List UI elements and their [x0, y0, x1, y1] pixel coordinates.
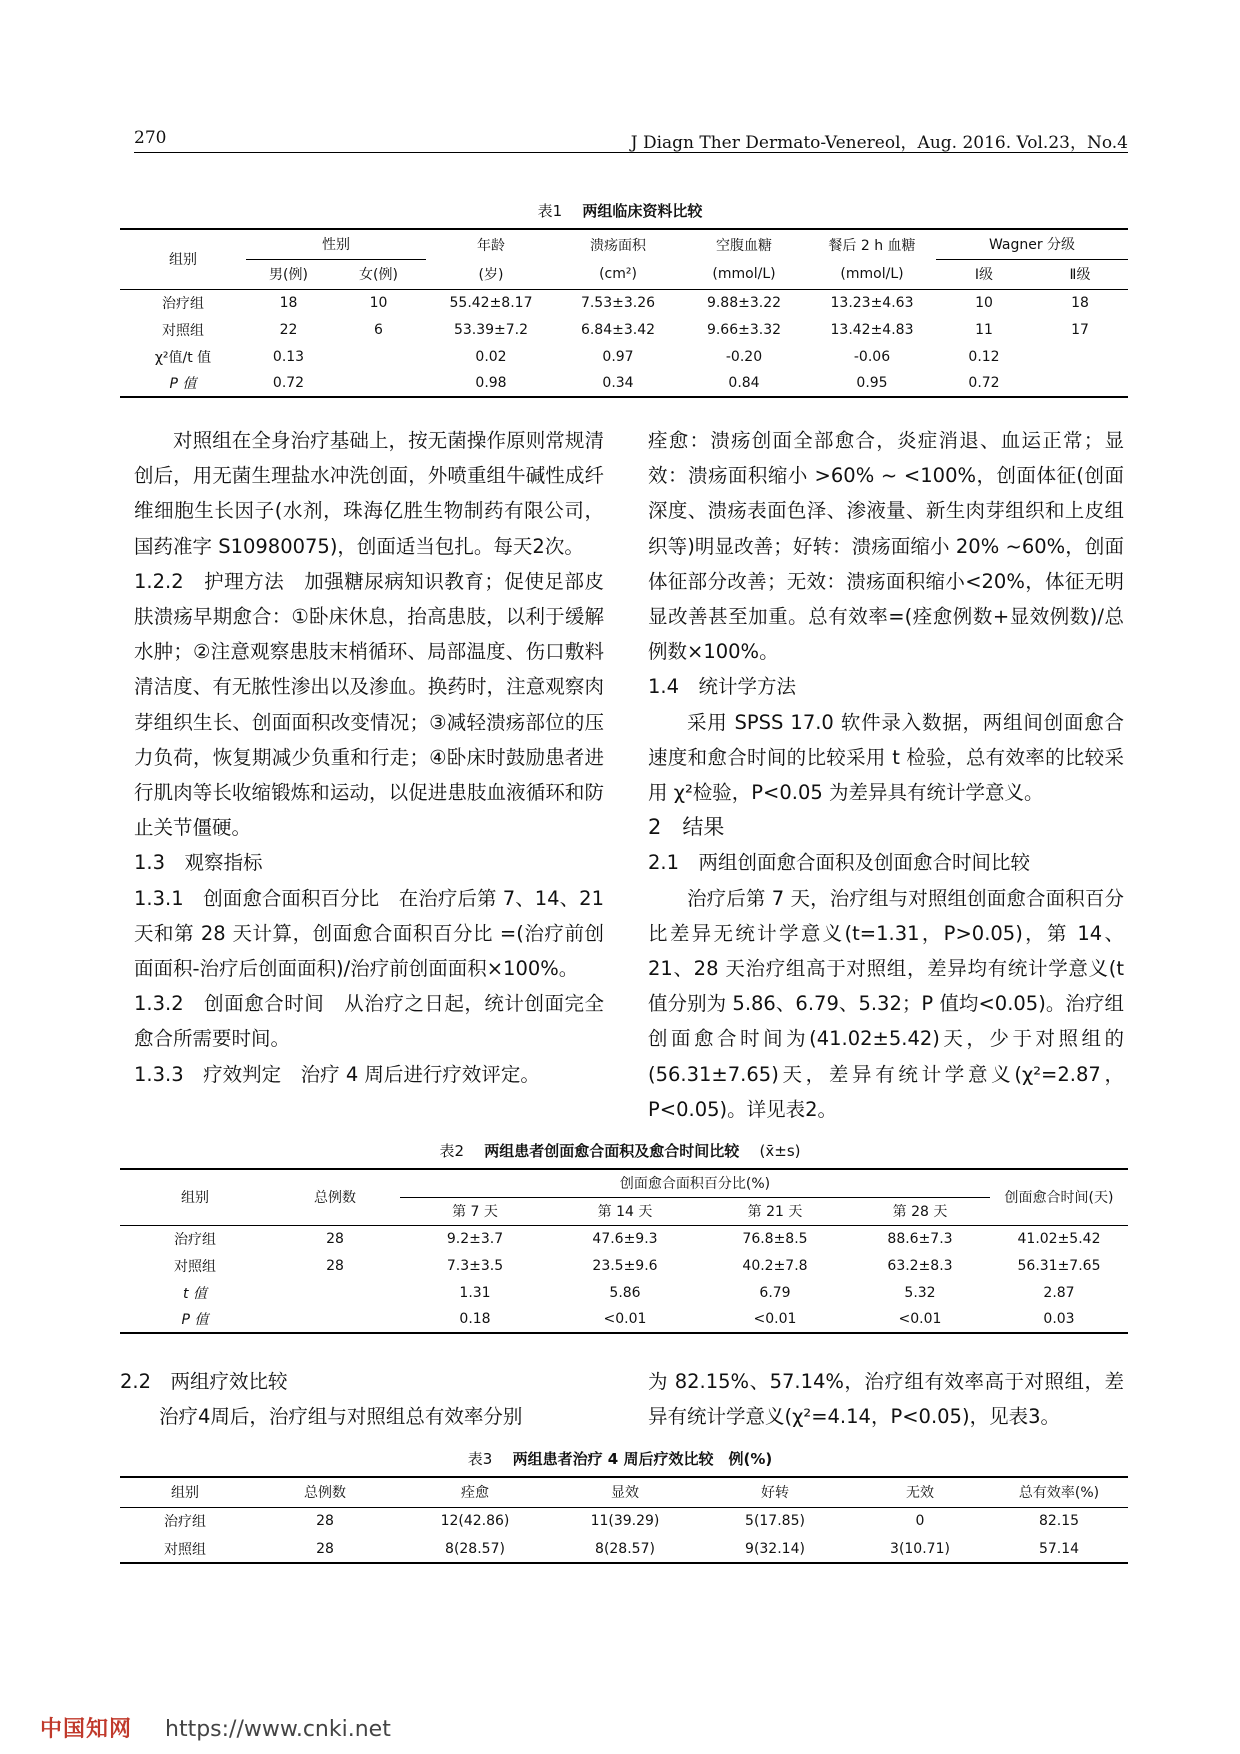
t2-cell: 40.2±7.8	[742, 1257, 808, 1274]
table-row	[120, 1279, 1128, 1306]
paragraph: 对照组在全身治疗基础上，按无菌操作原则常规清创后，用无菌生理盐水冲洗创面，外喷重组牛碱性成纤维细胞生长因子(水剂，珠海亿胜生物制药有限公司，国药准字 S10980075)，创面适当包扎。每天2次。	[134, 429, 604, 558]
t2-cell: 治疗组	[174, 1231, 216, 1248]
t3-cell: 治疗组	[164, 1514, 206, 1531]
t1-cell: 6	[374, 321, 383, 338]
t3-cell: 28	[316, 1540, 334, 1557]
t3-cell: 82.15	[1038, 1513, 1080, 1530]
header-rule	[134, 152, 1128, 153]
t1-h-group: 组别	[120, 229, 246, 289]
t2-cell: 47.6±9.3	[592, 1230, 658, 1247]
t3-cell: 12(42.86)	[440, 1513, 510, 1530]
section-heading: 2.2 两组疗效比较	[120, 1370, 288, 1393]
t2-cell: 6.79	[759, 1284, 791, 1301]
t2-h-pct: 创面愈合面积百分比(%)	[400, 1169, 990, 1197]
t3-h-cell: 总例数	[304, 1485, 346, 1502]
t1-h-male: 男(例)	[269, 267, 308, 283]
table-row	[120, 343, 1128, 370]
t1-h-age-unit: (岁)	[478, 266, 504, 283]
t2-cell: 0.18	[459, 1311, 491, 1327]
t2-cell: 56.31±7.65	[1017, 1257, 1101, 1274]
t2-cell: 对照组	[174, 1258, 216, 1275]
t2-cell: 5.86	[609, 1284, 641, 1301]
t2-cell: 23.5±9.6	[592, 1257, 658, 1274]
t1-cell: 0.02	[475, 348, 507, 365]
t1-cell: 22	[279, 321, 298, 338]
t1-h-fbg-unit: (mmol/L)	[712, 265, 776, 282]
page-number: 270	[134, 128, 167, 148]
table3	[120, 1476, 1128, 1564]
t1-cell: 17	[1071, 321, 1089, 338]
t1-h-female: 女(例)	[359, 267, 398, 283]
t1-h-pbg-unit: (mmol/L)	[840, 265, 904, 282]
table3-title: 两组患者治疗 4 周后疗效比较 例(%)	[512, 1450, 773, 1468]
t2-cell: 28	[326, 1230, 344, 1247]
t1-cell: 6.84±3.42	[580, 321, 656, 338]
t1-h-fbg: 空腹血糖	[716, 237, 772, 254]
t1-cell: 对照组	[162, 322, 204, 339]
section-heading: 2.1 两组创面愈合面积及创面愈合时间比较	[648, 851, 1031, 875]
t1-cell: χ²值/t 值	[154, 349, 212, 366]
table1-label: 表1	[537, 202, 563, 220]
right-column	[648, 423, 1124, 1127]
t3-cell: 3(10.71)	[890, 1540, 950, 1557]
t2-cell: 0.03	[1043, 1311, 1075, 1327]
t2-cell: <0.01	[753, 1311, 797, 1327]
source-url[interactable]: https://www.cnki.net	[165, 1717, 391, 1742]
t1-cell: 0.13	[272, 348, 305, 365]
t3-cell: 对照组	[164, 1541, 206, 1558]
t1-h-area-unit: (cm²)	[599, 265, 637, 282]
t1-cell: 0.72	[272, 375, 305, 391]
section22-right	[648, 1364, 1124, 1434]
table2-caption	[0, 1140, 1240, 1161]
t1-h-grade2: Ⅱ级	[1069, 267, 1091, 283]
paragraph: 痊愈：溃疡创面全部愈合，炎症消退、血运正常；显效：溃疡面积缩小 >60% ~ <100%，创面体征(创面深度、溃疡表面色泽、渗液量、新生肉芽组织和上皮组织等)明显改善；好转：溃疡面缩小 20% ~60%，创面体征部分改善；无效：溃疡面积缩小<20%，体征无明显改善甚至加重。总有效率=(痊愈例数+显效例数)/总例数×100%。	[648, 429, 1124, 664]
t2-cell: 2.87	[1043, 1284, 1075, 1301]
cnki-logo: 中国知网	[40, 1717, 133, 1742]
t1-cell: -0.20	[725, 348, 763, 365]
t2-h-total: 总例数	[270, 1169, 400, 1225]
paragraph: 为 82.15%、57.14%，治疗组有效率高于对照组，差异有统计学意义(χ²=4.14，P<0.05)，见表3。	[648, 1370, 1124, 1429]
t2-h-group: 组别	[120, 1169, 270, 1225]
t2-cell: P 值	[181, 1312, 209, 1328]
t3-h-cell: 痊愈	[461, 1485, 489, 1502]
table2	[120, 1168, 1128, 1334]
t1-cell: 18	[1071, 294, 1089, 311]
t2-cell	[270, 1306, 400, 1333]
t1-cell: 55.42±8.17	[449, 294, 533, 311]
t1-cell: 13.42±4.83	[830, 321, 914, 338]
table3-label: 表3	[467, 1450, 493, 1468]
left-column	[134, 423, 604, 1092]
t1-cell: 13.23±4.63	[830, 294, 914, 311]
t1-cell: 0.84	[728, 375, 760, 391]
t1-cell: 9.88±3.22	[706, 294, 782, 311]
table2-unit: (x̄±s)	[759, 1142, 801, 1160]
t1-h-gender: 性别	[246, 229, 426, 259]
t1-cell: 10	[369, 294, 388, 311]
paragraph: 采用 SPSS 17.0 软件录入数据，两组间创面愈合速度和愈合时间的比较采用 t 检验，总有效率的比较采用 χ²检验，P<0.05 为差异具有统计学意义。	[648, 710, 1124, 805]
table-row	[120, 1225, 1128, 1252]
section-heading: 2 结果	[648, 815, 725, 840]
t3-h-cell: 总有效率(%)	[1018, 1485, 1100, 1502]
t3-cell: 8(28.57)	[445, 1540, 505, 1557]
t1-cell: P 值	[169, 376, 197, 392]
paragraph: 治疗后第 7 天，治疗组与对照组创面愈合面积百分比差异无统计学意义(t=1.31，P>0.05)，第 14、21、28 天治疗组高于对照组，差异均有统计学意义(t 值分别为 5.86、6.79、5.32；P 值均<0.05)。治疗组创面愈合时间为(41.02±5.42)天，少于对照组的(56.31±7.65)天，差异有统计学意义(χ²=2.87，P<0.05)。详见表2。	[648, 886, 1124, 1121]
t2-cell: t 值	[183, 1285, 207, 1302]
table2-label: 表2	[439, 1142, 465, 1160]
t2-cell: 41.02±5.42	[1017, 1230, 1101, 1247]
table1-caption	[0, 200, 1240, 221]
t2-cell: 7.3±3.5	[446, 1257, 504, 1274]
journal-citation: J Diagn Ther Dermato-Venereol，Aug. 2016. Vol.23，No.4	[630, 133, 1128, 153]
t1-cell	[331, 370, 426, 397]
t2-h-d28: 第 28 天	[892, 1204, 948, 1220]
t3-h-cell: 无效	[906, 1485, 934, 1502]
t1-cell: 53.39±7.2	[453, 321, 529, 338]
paragraph: 1.3.2 创面愈合时间 从治疗之日起，统计创面完全愈合所需要时间。	[134, 992, 604, 1051]
table-row	[120, 1306, 1128, 1333]
table-row	[120, 316, 1128, 343]
t2-cell: <0.01	[898, 1311, 942, 1327]
t2-cell: 63.2±8.3	[887, 1257, 953, 1274]
t1-cell: 0.72	[968, 375, 1000, 391]
t2-h-d21: 第 21 天	[747, 1204, 803, 1220]
table-row	[120, 1507, 1128, 1535]
section-heading: 1.4 统计学方法	[648, 675, 797, 699]
t3-h-cell: 好转	[761, 1485, 789, 1502]
t1-h-pbg: 餐后 2 h 血糖	[828, 237, 916, 254]
paragraph: 1.3.1 创面愈合面积百分比 在治疗后第 7、14、21 天和第 28 天计算，创面愈合面积百分比 =(治疗前创面面积-治疗后创面面积)/治疗前创面面积×100%。	[134, 886, 604, 981]
t1-h-grade1: Ⅰ级	[974, 267, 994, 283]
t3-cell: 11(39.29)	[590, 1513, 660, 1530]
t1-cell: 0.95	[856, 375, 888, 391]
t2-cell: 1.31	[459, 1284, 491, 1301]
t1-cell: 治疗组	[162, 295, 204, 312]
t2-cell: <0.01	[603, 1311, 647, 1327]
t2-h-time: 创面愈合时间(天)	[990, 1169, 1128, 1225]
t1-cell: 0.12	[968, 348, 1000, 365]
t3-cell: 5(17.85)	[745, 1513, 805, 1530]
t3-cell: 28	[316, 1513, 334, 1530]
t1-cell: 0.34	[602, 375, 634, 391]
table1	[120, 228, 1128, 398]
footer-watermark	[40, 1712, 391, 1743]
t1-cell: 0.98	[475, 375, 507, 391]
t1-h-wagner: Wagner 分级	[936, 229, 1128, 259]
table3-caption	[0, 1448, 1240, 1469]
table-row	[120, 370, 1128, 397]
t2-h-d14: 第 14 天	[597, 1204, 653, 1220]
t2-cell: 28	[326, 1257, 344, 1274]
t1-cell: 18	[279, 294, 298, 311]
t1-h-age: 年龄	[477, 237, 505, 254]
t3-cell: 9(32.14)	[745, 1540, 805, 1557]
table-row	[120, 289, 1128, 316]
t3-h-cell: 组别	[171, 1485, 199, 1502]
t1-cell: 9.66±3.32	[706, 321, 782, 338]
t1-cell: 0.97	[602, 348, 634, 365]
section-heading: 1.3 观察指标	[134, 851, 263, 875]
table-row	[120, 1252, 1128, 1279]
t1-cell: -0.06	[853, 348, 891, 365]
t1-cell	[1032, 370, 1128, 397]
paragraph: 治疗4周后，治疗组与对照组总有效率分别	[159, 1405, 523, 1429]
t2-cell: 5.32	[904, 1284, 936, 1301]
t2-h-d7: 第 7 天	[452, 1204, 498, 1220]
t1-cell: 11	[975, 321, 993, 338]
paragraph: 1.2.2 护理方法 加强糖尿病知识教育；促使足部皮肤溃疡早期愈合：①卧床休息，抬高患肢，以利于缓解水肿；②注意观察患肢末梢循环、局部温度、伤口敷料清洁度、有无脓性渗出以及渗血。换药时，注意观察肉芽组织生长、创面面积改变情况；③减轻溃疡部位的压力负荷，恢复期减少负重和行走；④卧床时鼓励患者进行肌肉等长收缩锻炼和运动，以促进患肢血液循环和防止关节僵硬。	[134, 569, 604, 840]
t3-cell: 8(28.57)	[595, 1540, 655, 1557]
t2-cell: 76.8±8.5	[742, 1230, 808, 1247]
t1-h-area: 溃疡面积	[590, 237, 646, 254]
t3-h-cell: 显效	[611, 1485, 639, 1502]
t1-cell	[1032, 343, 1128, 370]
t1-cell: 7.53±3.26	[580, 294, 656, 311]
t2-cell: 88.6±7.3	[887, 1230, 953, 1247]
t1-cell	[331, 343, 426, 370]
table1-title: 两组临床资料比较	[582, 202, 703, 220]
t2-cell: 9.2±3.7	[446, 1230, 504, 1247]
t1-cell: 10	[975, 294, 993, 311]
t2-cell	[270, 1279, 400, 1306]
t3-cell: 0	[915, 1513, 925, 1530]
table-row	[120, 1535, 1128, 1563]
section22-left	[120, 1364, 604, 1434]
t3-cell: 57.14	[1038, 1540, 1080, 1557]
paragraph: 1.3.3 疗效判定 治疗 4 周后进行疗效评定。	[134, 1062, 540, 1086]
table2-title: 两组患者创面愈合面积及愈合时间比较	[484, 1142, 740, 1160]
